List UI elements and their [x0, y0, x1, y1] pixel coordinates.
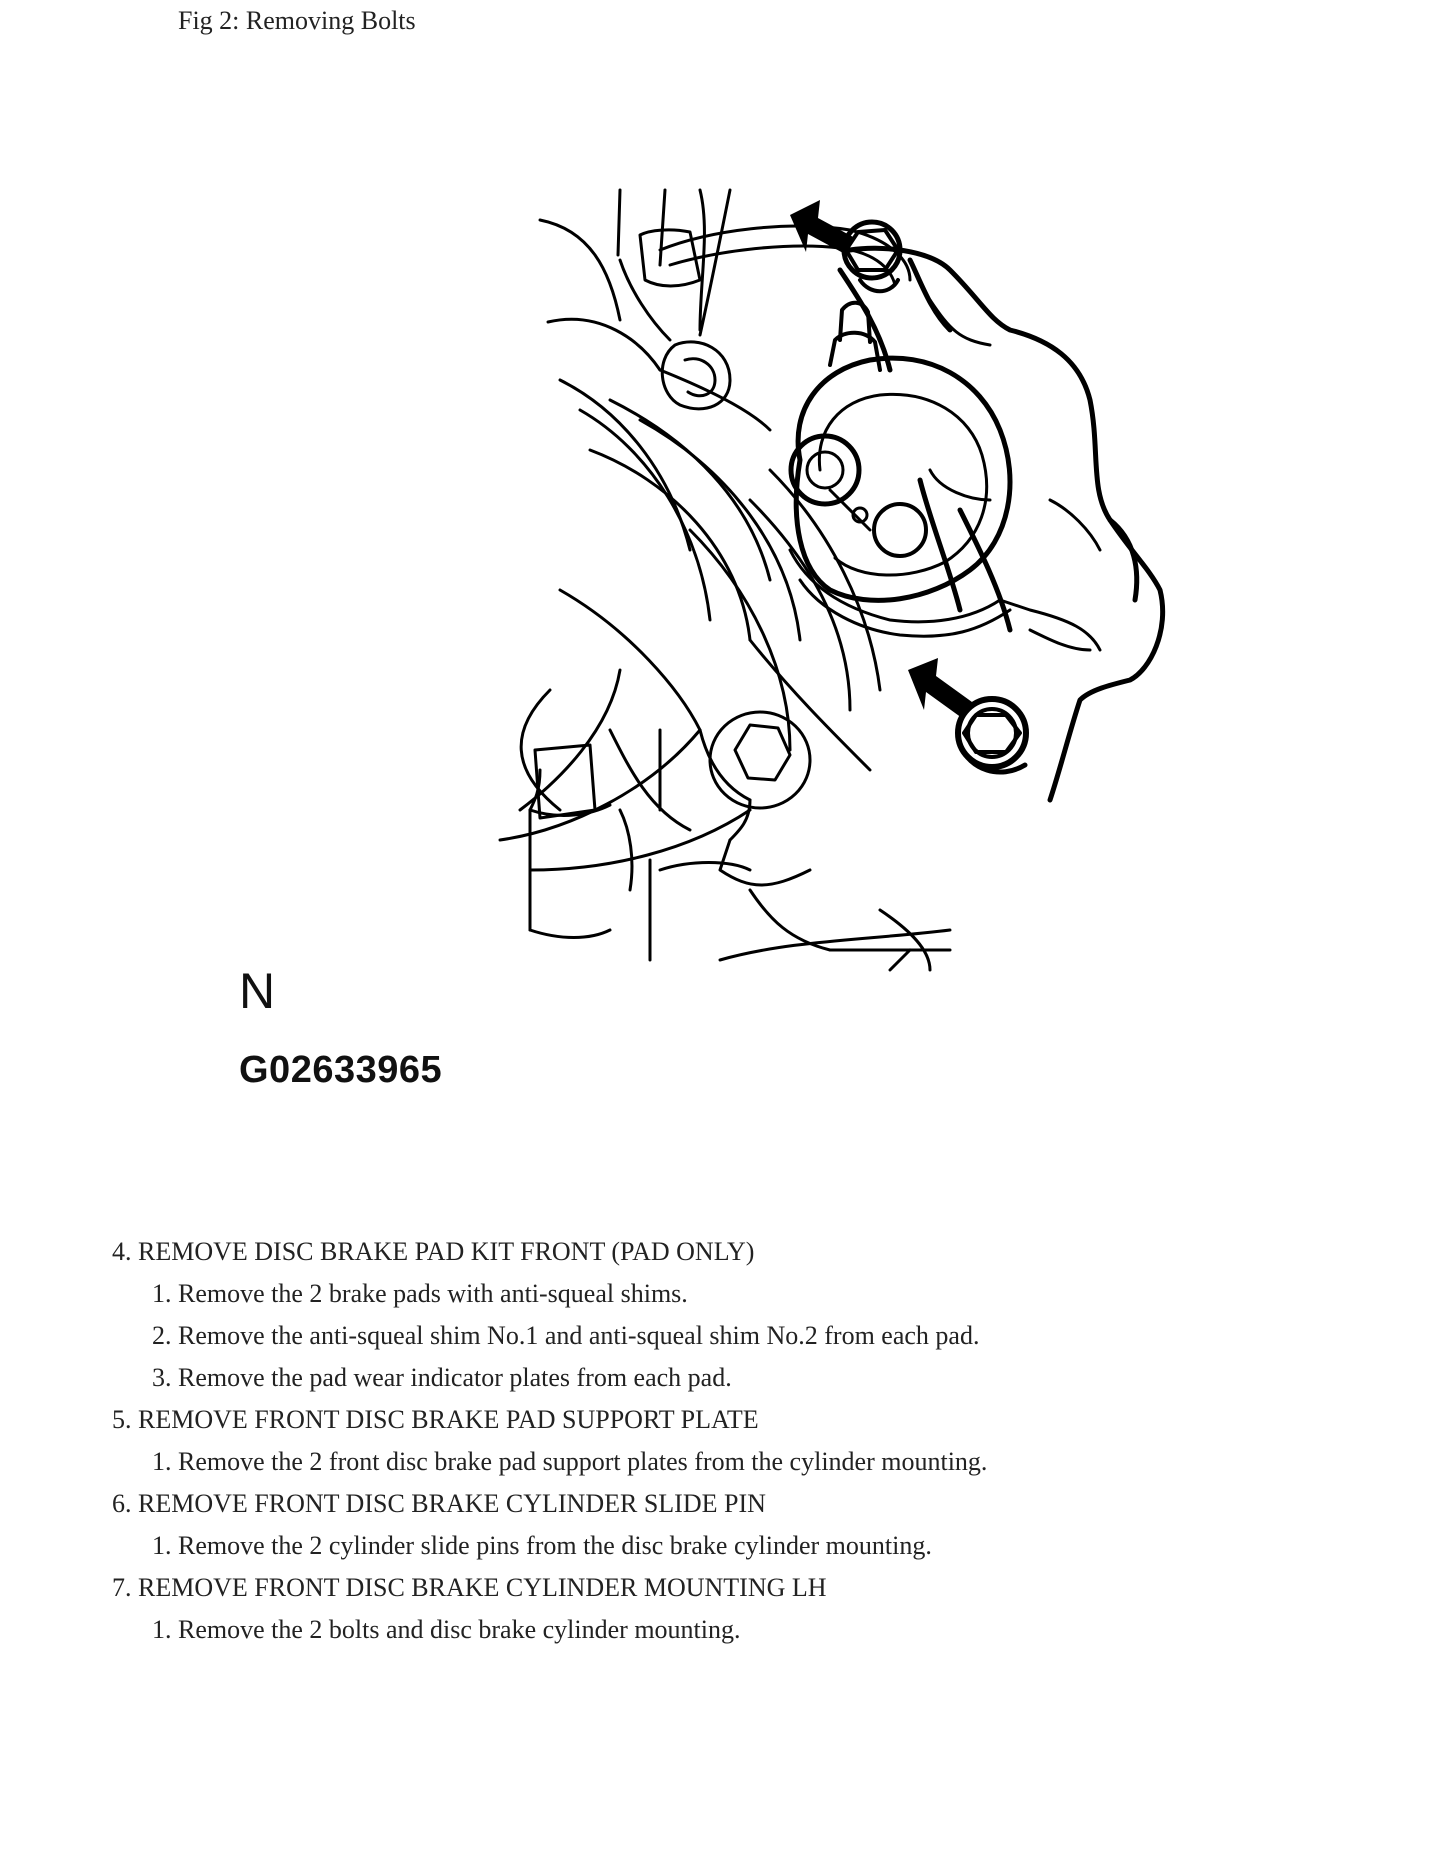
step-title: 4. REMOVE DISC BRAKE PAD KIT FRONT (PAD ONLY): [112, 1237, 755, 1266]
step-title: 5. REMOVE FRONT DISC BRAKE PAD SUPPORT PLATE: [112, 1405, 759, 1434]
step-6: [112, 1488, 1362, 1562]
brake-caliper-figure: [230, 170, 1300, 1120]
step-5: [112, 1404, 1362, 1478]
figure-caption: Fig 2: Removing Bolts: [178, 6, 416, 35]
substep: 2. Remove the anti-squeal shim No.1 and anti-squeal shim No.2 from each pad.: [152, 1321, 980, 1350]
step-title: 6. REMOVE FRONT DISC BRAKE CYLINDER SLIDE PIN: [112, 1489, 766, 1518]
procedure-steps: [112, 1236, 1362, 1656]
brake-caliper-illustration: [230, 170, 1300, 1030]
substep: 1. Remove the 2 bolts and disc brake cylinder mounting.: [152, 1615, 741, 1644]
substep: 1. Remove the 2 front disc brake pad support plates from the cylinder mounting.: [152, 1447, 988, 1476]
figure-view-letter: N: [239, 963, 276, 1019]
substep: 1. Remove the 2 brake pads with anti-squeal shims.: [152, 1279, 688, 1308]
step-4: [112, 1236, 1362, 1394]
figure-code: G02633965: [239, 1049, 443, 1091]
step-7: [112, 1572, 1362, 1646]
substep: 3. Remove the pad wear indicator plates from each pad.: [152, 1363, 732, 1392]
bottom-bolt-arrow: [908, 658, 972, 718]
step-title: 7. REMOVE FRONT DISC BRAKE CYLINDER MOUNTING LH: [112, 1573, 827, 1602]
substep: 1. Remove the 2 cylinder slide pins from the disc brake cylinder mounting.: [152, 1531, 932, 1560]
